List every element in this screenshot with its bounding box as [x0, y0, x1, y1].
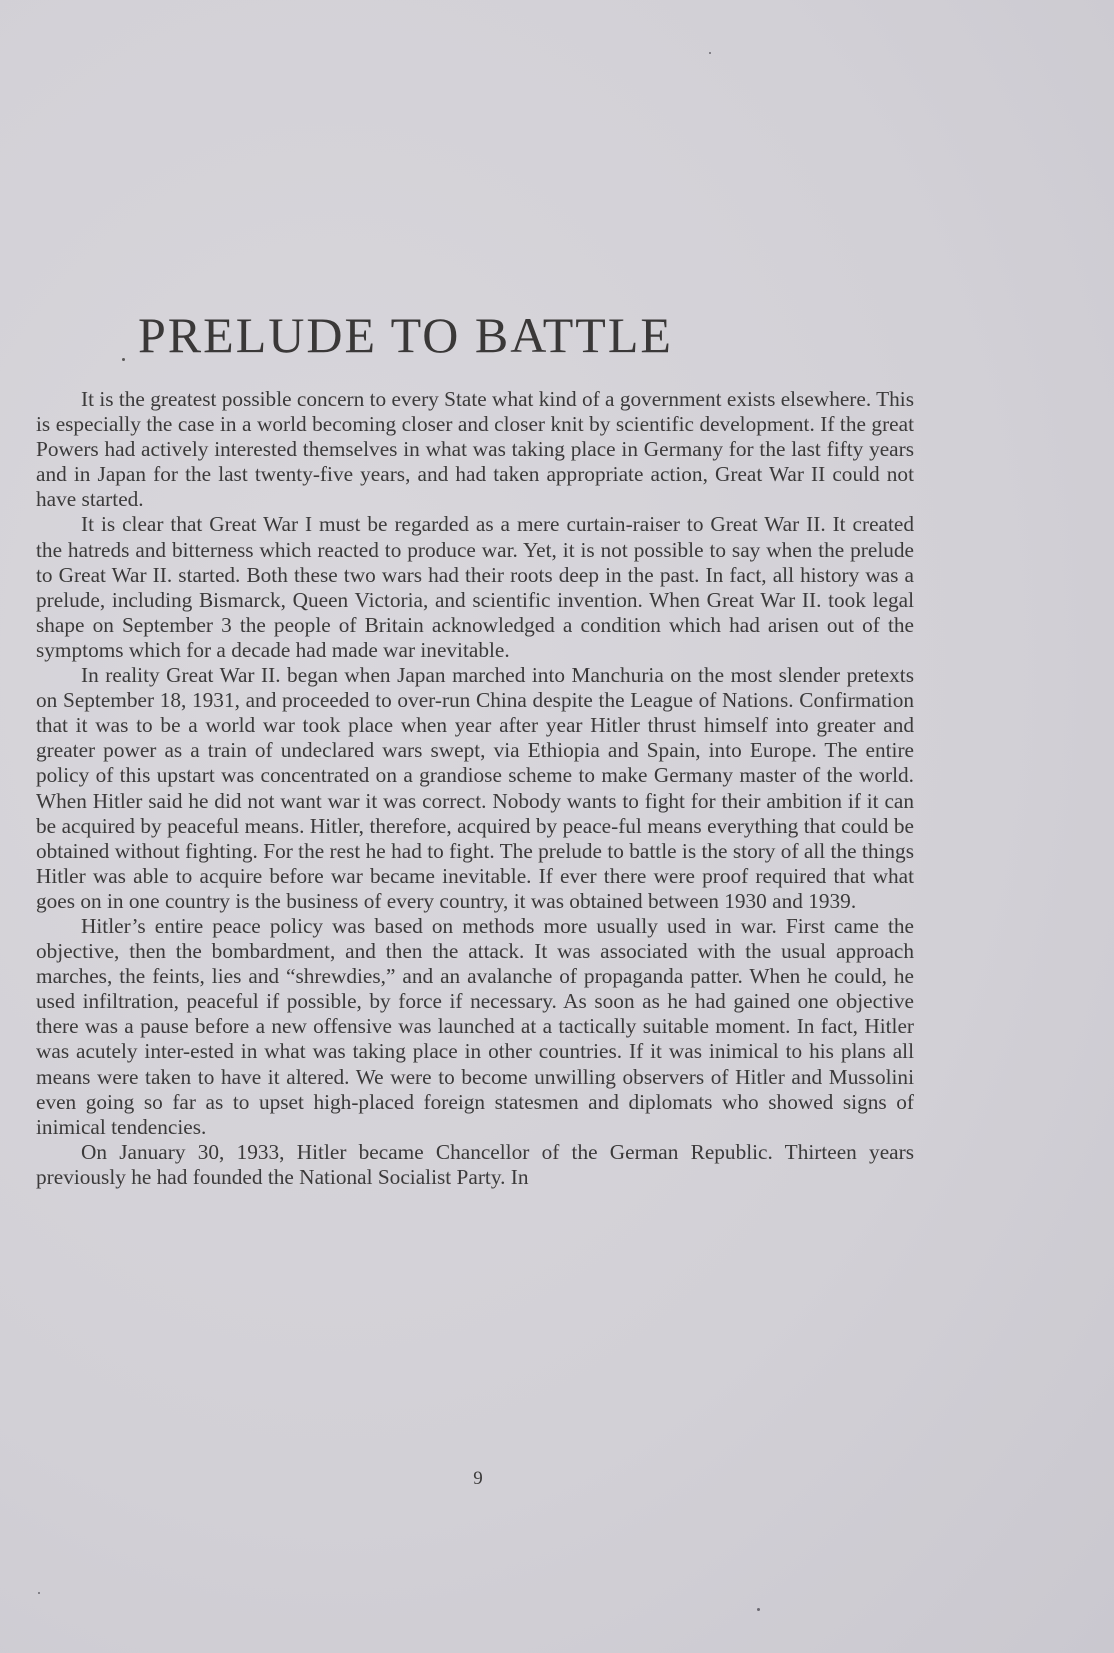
chapter-title: PRELUDE TO BATTLE [138, 307, 673, 363]
page-number: 9 [473, 1468, 483, 1489]
paragraph: It is the greatest possible concern to every State what kind of a government exists elsewhere. This is especially the case in a world becoming closer and closer knit by scientific development. If the great Powers had actively interested themselves in what was taking place in Germany for the last fifty years and in Japan for the last twenty-five years, and had taken appropriate action, Great War II could not have started. [36, 387, 914, 512]
ink-speck [757, 1608, 760, 1611]
chapter-body [36, 387, 914, 1190]
ink-speck [122, 358, 125, 361]
paragraph: On January 30, 1933, Hitler became Chancellor of the German Republic. Thirteen years previously he had founded the National Socialist Party. In [36, 1139, 914, 1189]
ink-speck [38, 1592, 40, 1594]
ink-speck [709, 52, 711, 54]
paragraph: It is clear that Great War I must be regarded as a mere curtain-raiser to Great War II. It created the hatreds and bitterness which reacted to produce war. Yet, it is not possible to say when the prelude to Great War II. started. Both these two wars had their roots deep in the past. In fact, all history was a prelude, including Bismarck, Queen Victoria, and scientific invention. When Great War II. took legal shape on September 3 the people of Britain acknowledged a condition which had arisen out of the symptoms which for a decade had made war inevitable. [36, 512, 914, 662]
paragraph: Hitler’s entire peace policy was based on methods more usually used in war. First came the objective, then the bombardment, and then the attack. It was associated with the usual approach marches, the feints, lies and “shrewdies,” and an avalanche of propaganda patter. When he could, he used infiltration, peaceful if possible, by force if necessary. As soon as he had gained one objective there was a pause before a new offensive was launched at a tactically suitable moment. In fact, Hitler was acutely inter-ested in what was taking place in other countries. If it was inimical to his plans all means were taken to have it altered. We were to become unwilling observers of Hitler and Mussolini even going so far as to upset high-placed foreign statesmen and diplomats who showed signs of inimical tendencies. [36, 913, 914, 1139]
paragraph: In reality Great War II. began when Japan marched into Manchuria on the most slender pretexts on September 18, 1931, and proceeded to over-run China despite the League of Nations. Confirmation that it was to be a world war took place when year after year Hitler thrust himself into greater and greater power as a train of undeclared wars swept, via Ethiopia and Spain, into Europe. The entire policy of this upstart was concentrated on a grandiose scheme to make Germany master of the world. When Hitler said he did not want war it was correct. Nobody wants to fight for their ambition if it can be acquired by peaceful means. Hitler, therefore, acquired by peace-ful means everything that could be obtained without fighting. For the rest he had to fight. The prelude to battle is the story of all the things Hitler was able to acquire before war became inevitable. If ever there were proof required that what goes on in one country is the business of every country, it was obtained between 1930 and 1939. [36, 663, 914, 913]
